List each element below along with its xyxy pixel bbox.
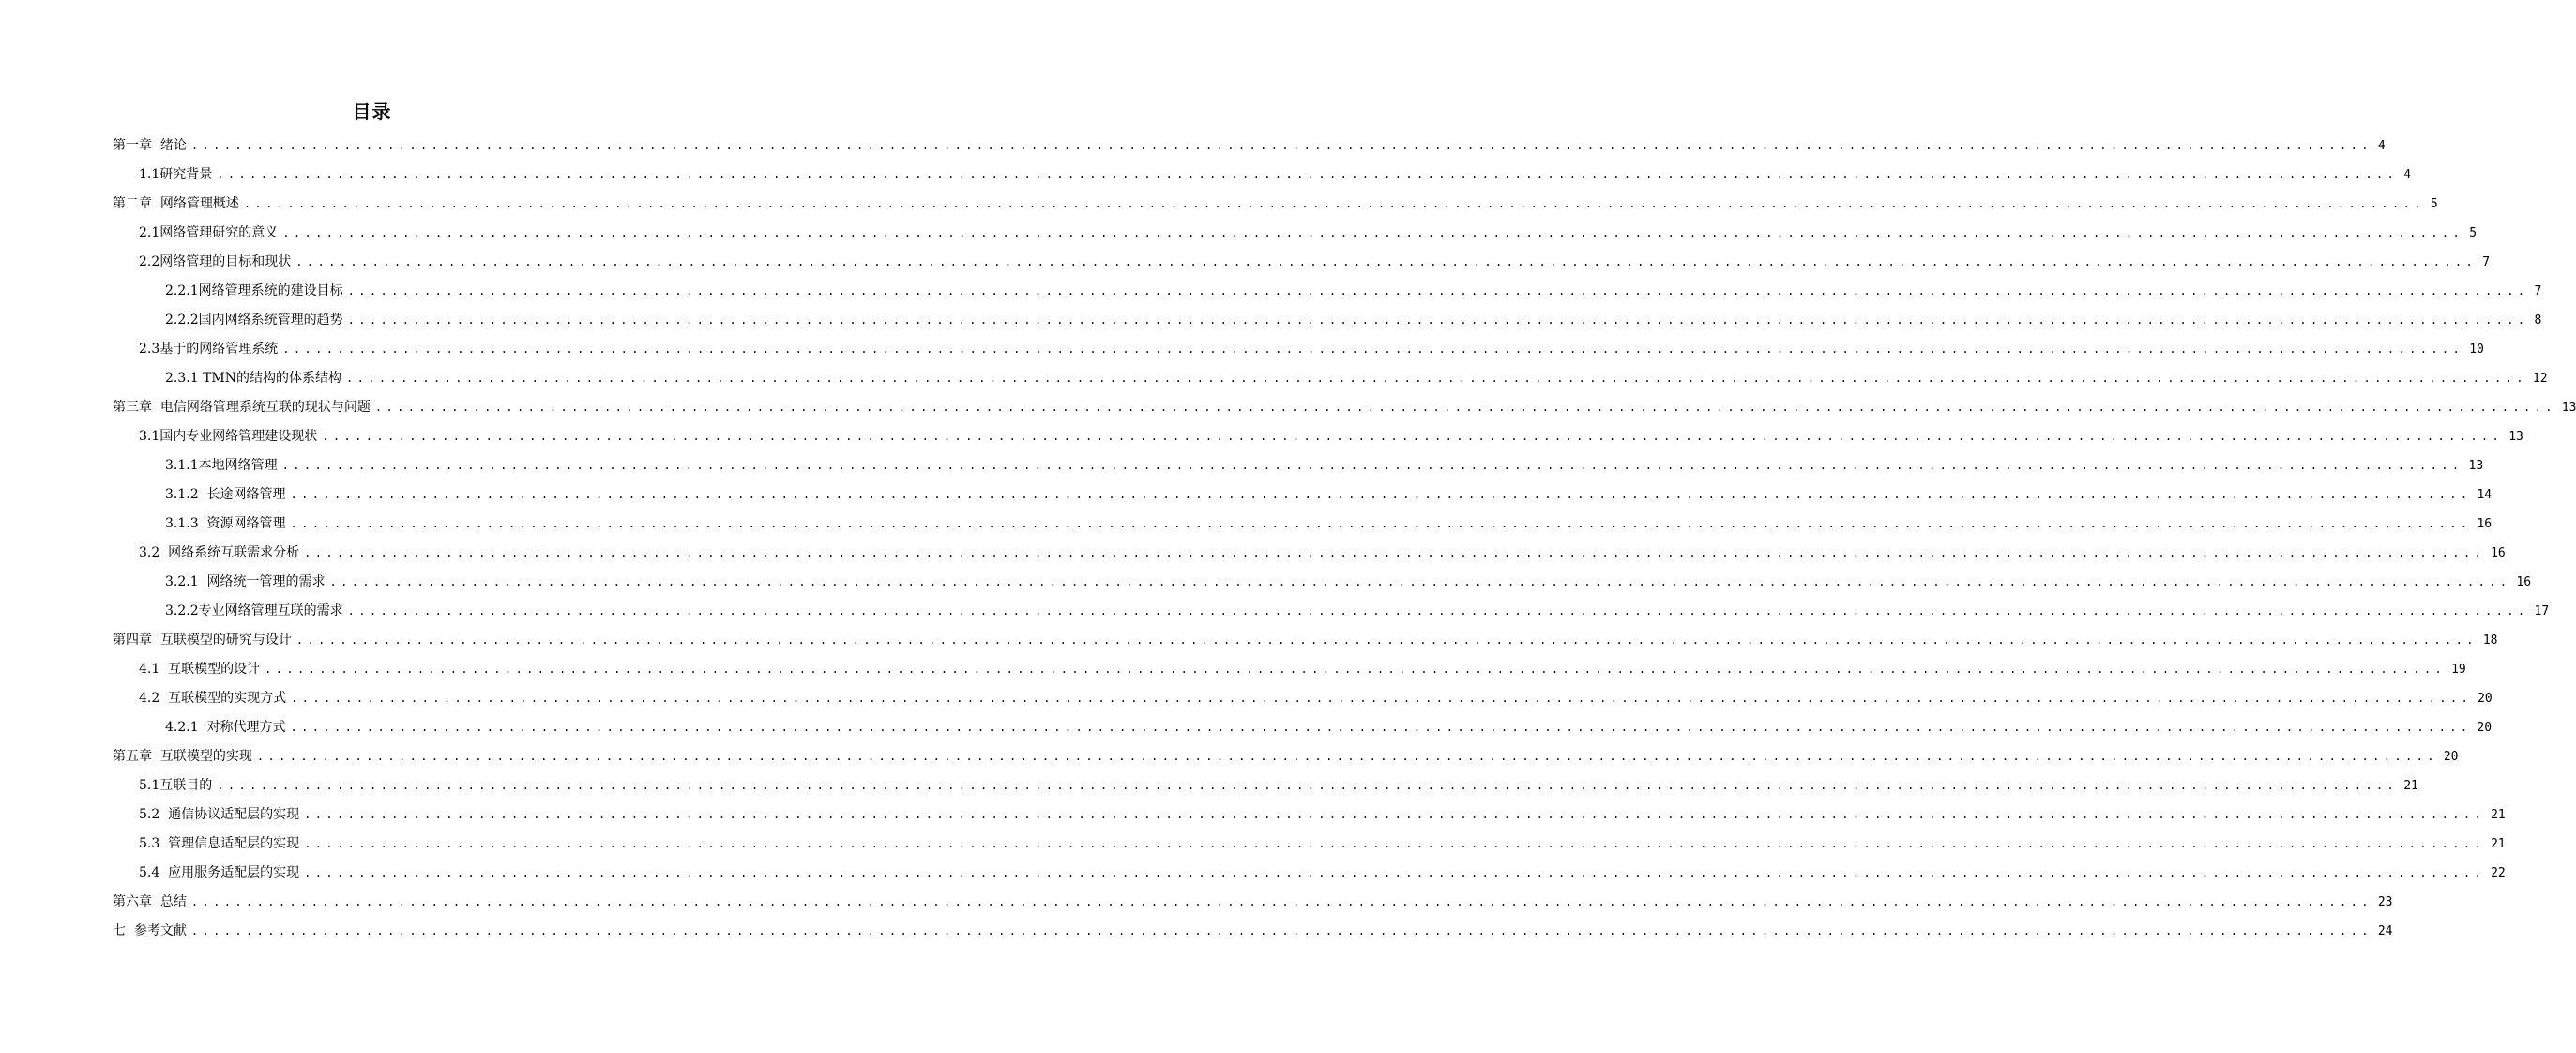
toc-entry-page: 13 <box>2561 401 2576 415</box>
toc-leader-dots: ........................................................................................................................................................................................................ <box>304 808 2486 821</box>
toc-entry[interactable] <box>139 834 2506 853</box>
toc-entry[interactable] <box>113 136 2386 155</box>
toc-entry[interactable] <box>139 776 2418 795</box>
toc-entry[interactable] <box>139 252 2491 271</box>
toc-leader-dots: ........................................................................................................................................................................................................ <box>304 546 2486 559</box>
toc-entry[interactable] <box>165 718 2493 737</box>
toc-entry-label: 2.2.2国内网络系统管理的趋势 <box>165 313 343 328</box>
toc-entry-label: 5.4 应用服务适配层的实现 <box>139 865 300 880</box>
toc-entry-label: 3.2.1 网络统一管理的需求 <box>165 574 326 589</box>
toc-leader-dots: ........................................................................................................................................................................................................ <box>290 517 2472 530</box>
toc-entry[interactable] <box>113 194 2438 213</box>
toc-leader-dots: ........................................................................................................................................................................................................ <box>304 837 2486 850</box>
toc-entry-label: 2.3基于的网络管理系统 <box>139 342 279 357</box>
toc-leader-dots: ........................................................................................................................................................................................................ <box>217 168 2399 181</box>
toc-entry-label: 3.1.1本地网络管理 <box>165 458 278 473</box>
toc-title: 目录 <box>352 100 392 123</box>
toc-entry[interactable] <box>139 863 2506 882</box>
toc-entry-label: 2.1网络管理研究的意义 <box>139 225 279 240</box>
toc-entry[interactable] <box>139 165 2412 184</box>
toc-leader-dots: ........................................................................................................................................................................................................ <box>282 226 2464 239</box>
toc-entry-label: 3.2 网络系统互联需求分析 <box>139 545 300 560</box>
toc-entry-page: 21 <box>2403 779 2418 793</box>
toc-entry[interactable] <box>139 689 2493 708</box>
toc-entry-page: 22 <box>2491 866 2506 880</box>
toc-entry[interactable] <box>113 631 2498 649</box>
toc-entry-page: 17 <box>2534 604 2550 618</box>
toc-entry-page: 16 <box>2491 546 2506 560</box>
toc-entry[interactable] <box>113 398 2576 417</box>
toc-leader-dots: ........................................................................................................................................................................................................ <box>243 197 2425 210</box>
toc-entry-label: 5.1互联目的 <box>139 778 213 793</box>
toc-entry-page: 5 <box>2430 197 2438 211</box>
toc-entry-label: 4.2.1 对称代理方式 <box>165 720 286 735</box>
toc-entry-page: 24 <box>2377 924 2393 939</box>
toc-entry-page: 12 <box>2532 372 2548 386</box>
toc-entry-page: 8 <box>2534 313 2542 328</box>
toc-leader-dots: ........................................................................................................................................................................................................ <box>190 895 2372 908</box>
toc-leader-dots: ........................................................................................................................................................................................................ <box>347 604 2529 618</box>
toc-entry-label: 七 参考文献 <box>113 923 187 939</box>
toc-entry-label: 2.3.1 TMN的结构的体系结构 <box>165 371 341 386</box>
toc-leader-dots: ........................................................................................................................................................................................................ <box>256 750 2438 763</box>
toc-entry-page: 5 <box>2469 226 2478 240</box>
toc-entry-label: 5.3 管理信息适配层的实现 <box>139 836 300 851</box>
toc-entry-label: 2.2.1网络管理系统的建设目标 <box>165 283 343 298</box>
toc-leader-dots: ........................................................................................................................................................................................................ <box>217 779 2399 792</box>
toc-entry[interactable] <box>165 456 2484 475</box>
toc-leader-dots: ........................................................................................................................................................................................................ <box>281 459 2463 472</box>
toc-entry[interactable] <box>139 543 2506 562</box>
toc-leader-dots: ........................................................................................................................................................................................................ <box>282 343 2464 356</box>
toc-leader-dots: ........................................................................................................................................................................................................ <box>347 284 2529 298</box>
toc-entry-page: 14 <box>2477 488 2493 502</box>
toc-entry-label: 3.1.3 资源网络管理 <box>165 516 286 531</box>
toc-entry-page: 18 <box>2482 633 2498 648</box>
toc-leader-dots: ........................................................................................................................................................................................................ <box>190 924 2372 938</box>
toc-entry-label: 第四章 互联模型的研究与设计 <box>113 633 292 648</box>
toc-entry-label: 4.1 互联模型的设计 <box>139 662 261 677</box>
toc-leader-dots: ........................................................................................................................................................................................................ <box>304 866 2486 879</box>
toc-entry-page: 4 <box>2377 139 2386 153</box>
toc-entry[interactable] <box>165 369 2548 388</box>
toc-entry-page: 7 <box>2534 284 2542 298</box>
toc-leader-dots: ........................................................................................................................................................................................................ <box>290 721 2472 734</box>
toc-leader-dots: ........................................................................................................................................................................................................ <box>291 692 2473 705</box>
toc-entry-page: 13 <box>2508 430 2523 444</box>
toc-entry-page: 16 <box>2516 575 2532 589</box>
toc-entry-label: 3.1国内专业网络管理建设现状 <box>139 429 318 444</box>
toc-entry[interactable] <box>165 572 2532 591</box>
toc-leader-dots: ........................................................................................................................................................................................................ <box>329 575 2511 588</box>
toc-entry-label: 3.2.2专业网络管理互联的需求 <box>165 603 343 618</box>
toc-entry-page: 4 <box>2403 168 2412 182</box>
toc-entry[interactable] <box>165 514 2493 533</box>
toc-entry-page: 13 <box>2468 459 2484 473</box>
toc-entry[interactable] <box>165 602 2550 620</box>
toc-entry[interactable] <box>139 340 2484 359</box>
toc-entry-label: 4.2 互联模型的实现方式 <box>139 691 287 706</box>
toc-leader-dots: ........................................................................................................................................................................................................ <box>322 430 2504 443</box>
toc-entry-page: 21 <box>2491 808 2506 822</box>
toc-entry[interactable] <box>113 747 2459 766</box>
toc-entry-page: 19 <box>2451 663 2466 677</box>
toc-entry-page: 10 <box>2469 343 2484 357</box>
toc-entry-page: 7 <box>2482 255 2491 269</box>
toc-leader-dots: ........................................................................................................................................................................................................ <box>346 372 2527 385</box>
toc-entry-label: 第一章 绪论 <box>113 138 187 153</box>
toc-entry-page: 20 <box>2443 750 2459 764</box>
toc-entry[interactable] <box>165 485 2493 504</box>
toc-leader-dots: ........................................................................................................................................................................................................ <box>295 255 2478 268</box>
toc-entry[interactable] <box>113 922 2393 940</box>
toc-entry-page: 20 <box>2478 692 2493 706</box>
toc-entry-page: 21 <box>2491 837 2506 851</box>
toc-entry-label: 2.2网络管理的目标和现状 <box>139 254 292 269</box>
toc-entry-label: 第二章 网络管理概述 <box>113 196 239 211</box>
toc-entry[interactable] <box>165 282 2542 300</box>
toc-leader-dots: ........................................................................................................................................................................................................ <box>190 139 2372 152</box>
toc-leader-dots: ........................................................................................................................................................................................................ <box>374 401 2556 414</box>
toc-entry[interactable] <box>139 660 2466 679</box>
toc-entry[interactable] <box>139 223 2478 242</box>
toc-leader-dots: ........................................................................................................................................................................................................ <box>295 633 2478 647</box>
toc-entry[interactable] <box>139 427 2523 446</box>
toc-entry-label: 1.1研究背景 <box>139 167 213 182</box>
toc-leader-dots: ........................................................................................................................................................................................................ <box>347 313 2529 327</box>
toc-entry-label: 第三章 电信网络管理系统互联的现状与问题 <box>113 400 371 415</box>
toc-leader-dots: ........................................................................................................................................................................................................ <box>265 663 2447 676</box>
toc-leader-dots: ........................................................................................................................................................................................................ <box>290 488 2472 501</box>
toc-entry-page: 20 <box>2477 721 2493 735</box>
toc-entry-label: 第六章 总结 <box>113 894 187 909</box>
toc-entry-label: 3.1.2 长途网络管理 <box>165 487 286 502</box>
toc-entry[interactable] <box>139 805 2506 824</box>
toc-entry[interactable] <box>113 893 2393 911</box>
toc-entry-page: 23 <box>2377 895 2393 909</box>
toc-entry-page: 16 <box>2477 517 2493 531</box>
toc-entry[interactable] <box>165 311 2542 329</box>
toc-entry-label: 5.2 通信协议适配层的实现 <box>139 807 300 822</box>
toc-entry-label: 第五章 互联模型的实现 <box>113 749 252 764</box>
